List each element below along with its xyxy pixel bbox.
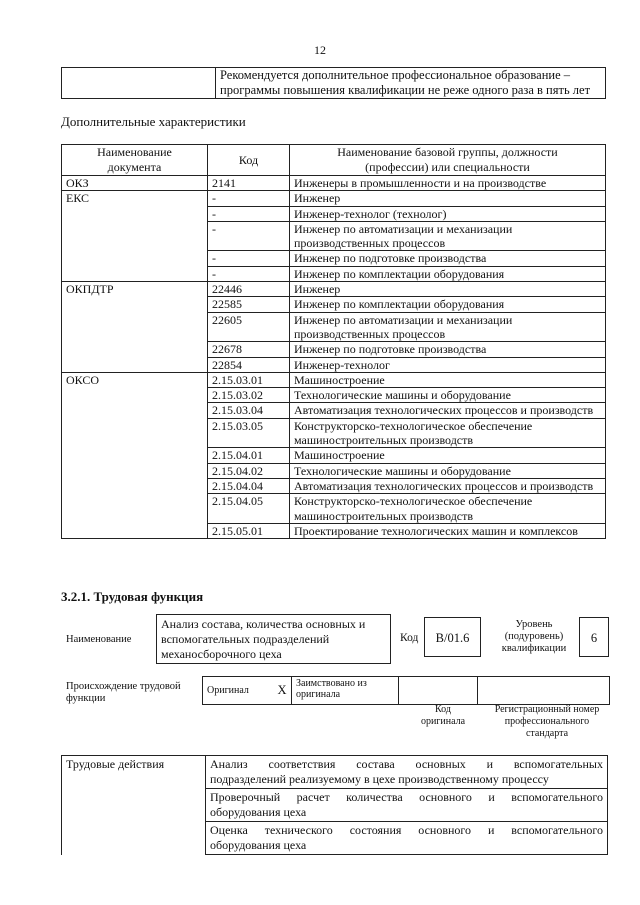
- row-code: 22854: [208, 357, 290, 372]
- page-number: 12: [314, 43, 326, 57]
- row-document: [62, 221, 208, 251]
- row-name: Инженер: [290, 191, 606, 206]
- row-name: Конструкторско-технологическое обеспечение машиностроительных производств: [290, 418, 606, 448]
- header-document-line-2: документа: [107, 160, 162, 174]
- row-name: Проектирование технологических машин и комплексов: [290, 523, 606, 538]
- table-row: [62, 312, 606, 342]
- table-row: [62, 463, 606, 478]
- labor-action-2: [206, 789, 608, 822]
- additional-characteristics-title: Дополнительные характеристики: [61, 114, 246, 129]
- row-document: [62, 418, 208, 448]
- row-code: -: [208, 206, 290, 221]
- row-name: Инженер по комплектации оборудования: [290, 266, 606, 281]
- row-code: 22678: [208, 342, 290, 357]
- row-name: Инженер по подготовке производства: [290, 342, 606, 357]
- row-document: ОКПДТР: [62, 282, 208, 297]
- header-name: [290, 145, 606, 176]
- header-document-line-1: Наименование: [97, 145, 172, 159]
- original-code-cell: [399, 677, 478, 705]
- row-document: ЕКС: [62, 191, 208, 206]
- characteristics-table: [61, 144, 606, 539]
- header-name-line-2: (профессии) или специальности: [365, 160, 530, 174]
- row-document: [62, 478, 208, 493]
- labor-action-2-line-1: Проверочный расчет количества основного и вспомогательного: [210, 790, 603, 804]
- row-code: 22585: [208, 297, 290, 312]
- row-document: [62, 251, 208, 266]
- row-document: [62, 523, 208, 538]
- labor-actions-label: Трудовые действия: [62, 756, 206, 855]
- table-row: [62, 448, 606, 463]
- row-code: 2.15.04.05: [208, 494, 290, 524]
- row-document: [62, 463, 208, 478]
- row-name: Конструкторско-технологическое обеспечение машиностроительных производств: [290, 494, 606, 524]
- row-name: Инженер по автоматизации и механизации производственных процессов: [290, 221, 606, 251]
- table-row: [62, 282, 606, 297]
- row-document: [62, 388, 208, 403]
- row-code: 2.15.03.02: [208, 388, 290, 403]
- table-row: [62, 388, 606, 403]
- origin-label-line-2: функции: [66, 693, 106, 704]
- row-code: 2.15.03.01: [208, 372, 290, 387]
- origin-label: [66, 681, 181, 705]
- table-row: [62, 342, 606, 357]
- row-document: [62, 266, 208, 281]
- row-name: Автоматизация технологических процессов и производств: [290, 478, 606, 493]
- table-row: [62, 478, 606, 493]
- row-name: Инженер: [290, 282, 606, 297]
- header-name-line-1: Наименование базовой группы, должности: [337, 145, 558, 159]
- row-code: 2.15.03.05: [208, 418, 290, 448]
- labor-action-2-line-2: оборудования цеха: [210, 805, 307, 819]
- labor-action-1: [206, 756, 608, 789]
- recommendation-table: [61, 67, 606, 99]
- row-name: Инженер по подготовке производства: [290, 251, 606, 266]
- level-label-line-2: (подуровень): [504, 631, 564, 642]
- origin-label-line-1: Происхождение трудовой: [66, 681, 181, 692]
- row-name: Инженер-технолог: [290, 357, 606, 372]
- table-row: [62, 266, 606, 281]
- row-code: -: [208, 251, 290, 266]
- table-row: [62, 176, 606, 191]
- registration-number-caption: [484, 704, 610, 740]
- row-code: -: [208, 266, 290, 281]
- original-code-caption: [410, 704, 476, 728]
- labor-action-3-line-2: оборудования цеха: [210, 838, 307, 852]
- row-code: -: [208, 221, 290, 251]
- labor-action-3: [206, 822, 608, 855]
- table-row: [62, 372, 606, 387]
- recommendation-line-1: Рекомендуется дополнительное профессиональное образование –: [220, 68, 571, 82]
- code-value-box: B/01.6: [424, 617, 481, 657]
- row-name: Инженер-технолог (технолог): [290, 206, 606, 221]
- row-document: [62, 342, 208, 357]
- table-row: [62, 403, 606, 418]
- row-name: Инженеры в промышленности и на производстве: [290, 176, 606, 191]
- labor-actions-table: [61, 755, 608, 855]
- row-code: 2.15.03.04: [208, 403, 290, 418]
- code-label: Код: [400, 632, 419, 644]
- level-label-line-1: Уровень: [515, 619, 553, 630]
- row-document: [62, 297, 208, 312]
- row-name: Машиностроение: [290, 372, 606, 387]
- table-row: [62, 191, 606, 206]
- row-name: Машиностроение: [290, 448, 606, 463]
- registration-caption-line-3: стандарта: [525, 728, 569, 739]
- row-code: 22605: [208, 312, 290, 342]
- labor-function-title: 3.2.1. Трудовая функция: [61, 589, 204, 604]
- labor-action-1-line-2: подразделений реализуемому в цехе производственному процессу: [210, 772, 549, 786]
- row-document: [62, 403, 208, 418]
- row-document: [62, 357, 208, 372]
- row-name: Технологические машины и оборудование: [290, 388, 606, 403]
- table-row: [62, 357, 606, 372]
- table-row: [62, 418, 606, 448]
- labor-function-name-box: Анализ состава, количества основных и вспомогательных подразделений механосборочного цеха: [156, 614, 391, 664]
- table-row: [62, 494, 606, 524]
- labor-action-1-line-1: Анализ соответствия состава основных и вспомогательных: [210, 757, 603, 771]
- header-document: [62, 145, 208, 176]
- level-value-box: 6: [579, 617, 609, 657]
- row-code: 2.15.04.04: [208, 478, 290, 493]
- row-name: Инженер по комплектации оборудования: [290, 297, 606, 312]
- registration-caption-line-1: Регистрационный номер: [494, 704, 600, 715]
- table-row: [62, 206, 606, 221]
- registration-caption-line-2: профессионального: [504, 716, 590, 727]
- row-name: Автоматизация технологических процессов и производств: [290, 403, 606, 418]
- row-document: ОКСО: [62, 372, 208, 387]
- row-code: 2.15.04.02: [208, 463, 290, 478]
- row-document: [62, 206, 208, 221]
- labor-action-3-line-1: Оценка технического состояния основного и вспомогательного: [210, 823, 603, 837]
- original-code-caption-line-1: Код: [435, 704, 451, 715]
- row-document: [62, 312, 208, 342]
- registration-number-cell: [478, 677, 610, 705]
- original-label-cell: Оригинал: [203, 677, 274, 705]
- row-document: [62, 448, 208, 463]
- level-label: [494, 619, 574, 655]
- name-label: Наименование: [66, 634, 132, 645]
- row-document: [62, 494, 208, 524]
- borrowed-cell: [292, 677, 399, 705]
- table-row: [62, 523, 606, 538]
- row-code: 2.15.05.01: [208, 523, 290, 538]
- level-label-line-3: квалификации: [501, 643, 567, 654]
- row-name: Инженер по автоматизации и механизации производственных процессов: [290, 312, 606, 342]
- origin-table: [202, 676, 610, 705]
- recommendation-cell: [216, 68, 606, 99]
- row-name: Технологические машины и оборудование: [290, 463, 606, 478]
- row-code: -: [208, 191, 290, 206]
- row-code: 2.15.04.01: [208, 448, 290, 463]
- row-code: 2141: [208, 176, 290, 191]
- table-row: [62, 297, 606, 312]
- row-document: ОКЗ: [62, 176, 208, 191]
- borrowed-line-1: Заимствовано из: [296, 678, 367, 689]
- recommendation-empty-cell: [62, 68, 216, 99]
- borrowed-line-2: оригинала: [296, 689, 341, 700]
- table-row: [62, 251, 606, 266]
- recommendation-line-2: программы повышения квалификации не реже одного раза в пять лет: [220, 83, 591, 97]
- original-mark-cell: X: [273, 677, 292, 705]
- original-code-caption-line-2: оригинала: [420, 716, 466, 727]
- header-code: Код: [208, 145, 290, 176]
- table-row: [62, 221, 606, 251]
- row-code: 22446: [208, 282, 290, 297]
